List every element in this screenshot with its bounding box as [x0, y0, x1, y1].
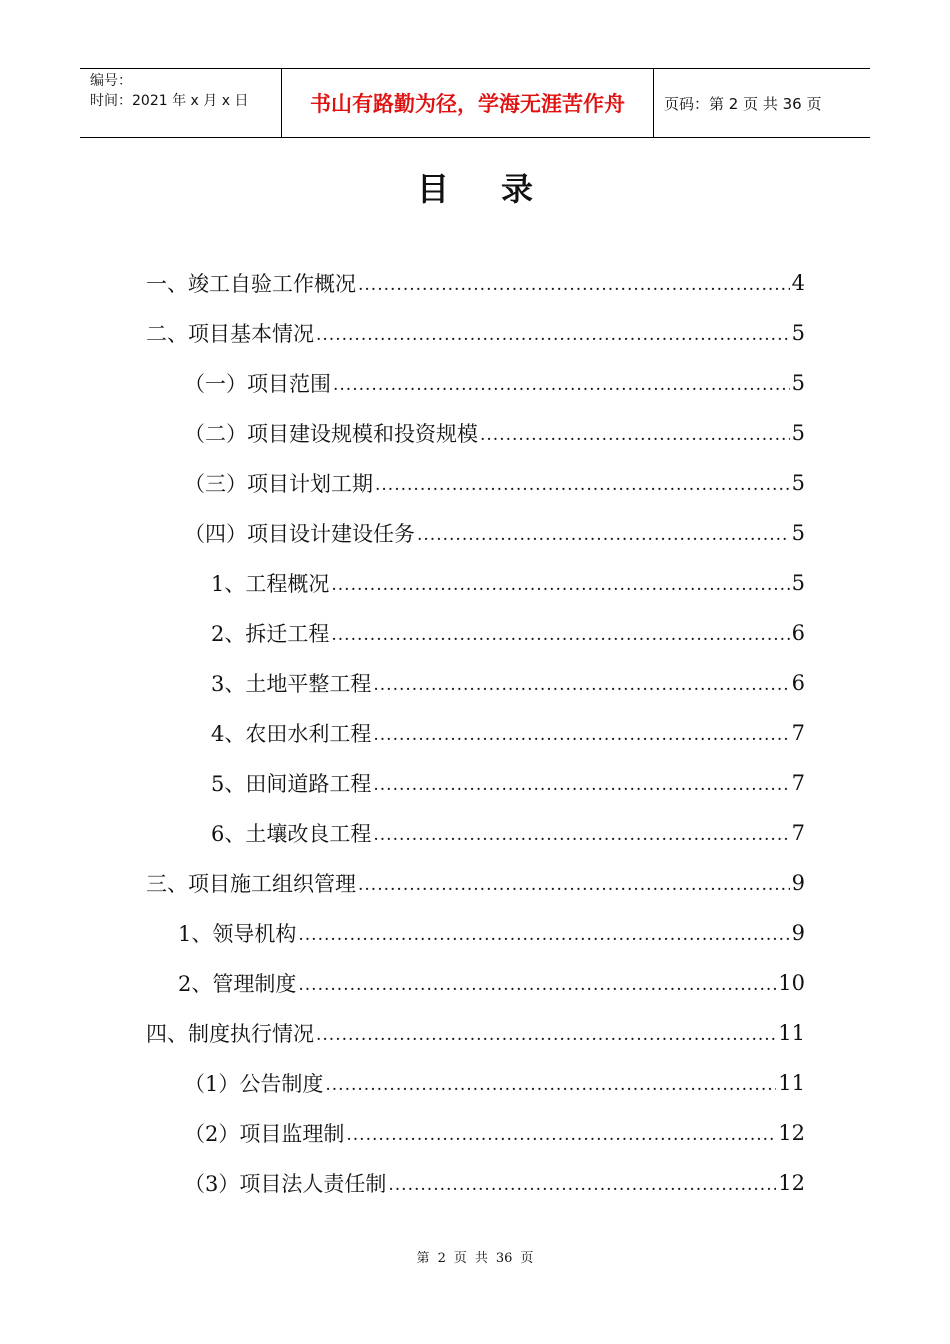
- toc-entry-text: 4、农田水利工程: [211, 722, 372, 746]
- toc-entry-text: 1、工程概况: [211, 572, 330, 596]
- toc-entry-text: （二）项目建设规模和投资规模: [184, 422, 478, 446]
- toc-entry-text: （一）项目范围: [184, 372, 331, 396]
- toc-leader-dots: [373, 671, 789, 695]
- toc-leader-dots: [417, 521, 790, 545]
- document-number-label: 编号：: [90, 73, 132, 89]
- toc-entry[interactable]: [146, 858, 805, 908]
- toc-entry-text: 3、土地平整工程: [211, 672, 372, 696]
- toc-leader-dots: [388, 1171, 776, 1195]
- toc-leader-dots: [358, 871, 790, 895]
- toc-leader-dots: [373, 771, 789, 795]
- toc-entry-page: 7: [791, 771, 805, 795]
- toc-entry-text: （2）项目监理制: [184, 1122, 345, 1146]
- toc-entry-page: 7: [791, 821, 805, 845]
- toc-entry-page: 6: [791, 671, 805, 695]
- toc-entry[interactable]: [211, 658, 805, 708]
- toc-entry-page: 5: [791, 571, 805, 595]
- toc-entry-page: 6: [791, 621, 805, 645]
- toc-entry-text: 四、制度执行情况: [146, 1022, 314, 1046]
- toc-leader-dots: [373, 721, 789, 745]
- toc-leader-dots: [375, 471, 790, 495]
- toc-entry-page: 10: [778, 971, 805, 995]
- toc-leader-dots: [316, 1021, 776, 1045]
- header-page-info: 页码：第 2 页 共 36 页: [664, 94, 822, 113]
- footer-word: 共: [474, 1251, 488, 1266]
- toc-leader-dots: [373, 821, 789, 845]
- toc-entry[interactable]: [184, 458, 805, 508]
- toc-entry-text: 一、竣工自验工作概况: [146, 272, 356, 296]
- toc-entry-page: 11: [778, 1071, 805, 1095]
- toc-entry-text: （三）项目计划工期: [184, 472, 373, 496]
- toc-entry-text: 2、管理制度: [178, 972, 297, 996]
- toc-entry-text: 6、土壤改良工程: [211, 822, 372, 846]
- footer-word: 页: [453, 1251, 467, 1266]
- toc-leader-dots: [346, 1121, 776, 1145]
- toc-leader-dots: [316, 321, 790, 345]
- toc-entry[interactable]: [146, 258, 805, 308]
- toc-entry-text: 5、田间道路工程: [211, 772, 372, 796]
- page-title: 目录: [416, 170, 585, 208]
- toc-entry[interactable]: [184, 358, 805, 408]
- toc-entry-text: 二、项目基本情况: [146, 322, 314, 346]
- toc-entry-text: （1）公告制度: [184, 1072, 324, 1096]
- footer-page-number: 2: [437, 1251, 446, 1266]
- toc-entry-page: 5: [791, 521, 805, 545]
- toc-entry-text: 2、拆迁工程: [211, 622, 330, 646]
- toc-entry-page: 4: [791, 271, 805, 295]
- toc-entry-page: 5: [791, 471, 805, 495]
- toc-entry[interactable]: [146, 308, 805, 358]
- page-footer: [0, 1247, 950, 1266]
- toc-entry-page: 12: [778, 1121, 805, 1145]
- toc-leader-dots: [480, 421, 790, 445]
- toc-entry[interactable]: [184, 1158, 805, 1208]
- footer-total-pages: 36: [495, 1251, 513, 1266]
- toc-entry[interactable]: [184, 1108, 805, 1158]
- toc-leader-dots: [298, 971, 776, 995]
- toc-leader-dots: [333, 371, 790, 395]
- toc-entry-page: 7: [791, 721, 805, 745]
- document-time: 时间：2021 年 x 月 x 日: [90, 93, 249, 109]
- toc-entry[interactable]: [184, 508, 805, 558]
- toc-leader-dots: [298, 921, 789, 945]
- toc-entry-text: 1、领导机构: [178, 922, 297, 946]
- toc-entry-text: 三、项目施工组织管理: [146, 872, 356, 896]
- toc-entry-page: 11: [778, 1021, 805, 1045]
- toc-entry-page: 5: [791, 421, 805, 445]
- toc-entry[interactable]: [178, 958, 805, 1008]
- toc-entry-page: 12: [778, 1171, 805, 1195]
- footer-word: 页: [520, 1251, 534, 1266]
- toc-entry-page: 5: [791, 371, 805, 395]
- toc-leader-dots: [358, 271, 790, 295]
- toc-entry-text: （四）项目设计建设任务: [184, 522, 415, 546]
- toc-leader-dots: [331, 571, 789, 595]
- toc-entry-page: 9: [791, 921, 805, 945]
- toc-entry[interactable]: [211, 758, 805, 808]
- toc-entry[interactable]: [211, 708, 805, 758]
- toc-entry[interactable]: [211, 558, 805, 608]
- toc-leader-dots: [325, 1071, 776, 1095]
- toc-entry[interactable]: [184, 1058, 805, 1108]
- header-motto: 书山有路勤为径，学海无涯苦作舟: [282, 69, 654, 137]
- toc-leader-dots: [331, 621, 789, 645]
- footer-word: 第: [416, 1251, 430, 1266]
- toc-entry[interactable]: [178, 908, 805, 958]
- toc-entry[interactable]: [146, 1008, 805, 1058]
- toc-entry-page: 5: [791, 321, 805, 345]
- toc-entry[interactable]: [184, 408, 805, 458]
- toc-entry[interactable]: [211, 808, 805, 858]
- header-meta: [80, 69, 282, 137]
- page-header: [80, 68, 870, 138]
- toc-entry-page: 9: [791, 871, 805, 895]
- toc-entry[interactable]: [211, 608, 805, 658]
- toc-entry-text: （3）项目法人责任制: [184, 1172, 387, 1196]
